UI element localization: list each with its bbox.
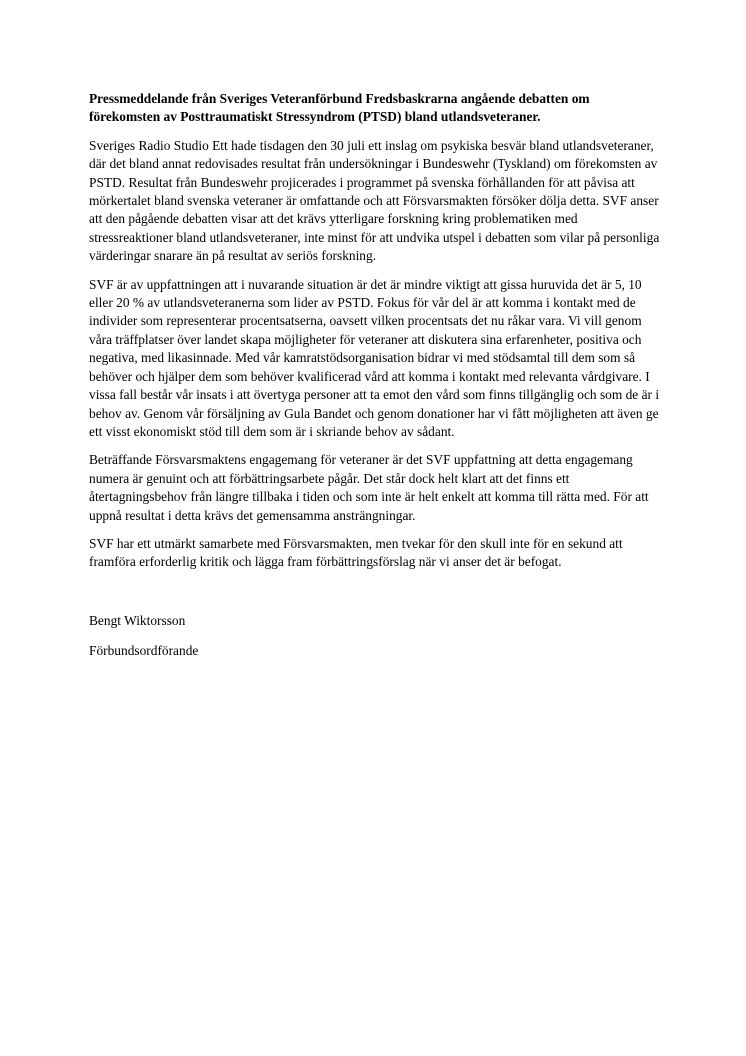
signature-role: Förbundsordförande (89, 643, 199, 659)
document-page (89, 90, 661, 661)
paragraph-2: SVF är av uppfattningen att i nuvarande situation är det är mindre viktigt att gissa huruvida det är 5, 10 eller 20 % av utlandsveteranerna som lider av PSTD. Fokus för vår del är att komma i kontakt med de individer som representerar procentsatserna, oavsett vilken procentsats det nu råkar vara. Vi vill genom våra träffplatser över landet skapa möjligheter för veteraner att diskutera sina erfarenheter, positiva och negativa, med likasinnade. Med vår kamratstödsorganisation bidrar vi med stödsamtal till dem som så behöver och hjälper dem som behöver kvalificerad vård att komma i kontakt med relevanta vårdgivare. I vissa fall består vår insats i att övertyga personer att ta emot den vård som finns tillgänglig och som de är i behov av. Genom vår försäljning av Gula Bandet och genom donationer har vi fått möjligheten att även ge ett visst ekonomiskt stöd till dem som är i skriande behov av sådant. (89, 276, 660, 439)
paragraph-4: SVF har ett utmärkt samarbete med Försvarsmakten, men tvekar för den skull inte för en sekund att framföra erforderlig kritik och lägga fram förbättringsförslag när vi anser det är befogat. (89, 535, 623, 570)
signature-name: Bengt Wiktorsson (89, 612, 186, 628)
signature-block (89, 612, 661, 661)
paragraph-3: Beträffande Försvarsmaktens engagemang för veteraner är det SVF uppfattning att detta engagemang numera är genuint och att förbättringsarbete pågår. Det står dock helt klart att det finns ett återtagningsbehov från längre tillbaka i tiden och som inte är helt enkelt att komma till rätta med. För att uppnå resultat i detta krävs det gemensamma ansträngningar. (89, 452, 649, 523)
document-title: Pressmeddelande från Sveriges Veteranförbund Fredsbaskrarna angående debatten om förekomsten av Posttraumatiskt Stressyndrom (PTSD) bland utlandsveteraner. (89, 91, 590, 125)
paragraph-1: Sveriges Radio Studio Ett hade tisdagen den 30 juli ett inslag om psykiska besvär bland utlandsveteraner, där det bland annat redovisades resultat från undersökningar i Bundeswehr (Tyskland) om förekomsten av PSTD. Resultat från Bundeswehr projicerades i programmet på svenska förhållanden för att påvisa att mörkertalet bland svenska veteraner är omfattande och att Försvarsmakten försöker dölja detta. SVF anser att den pågående debatten visar att det krävs ytterligare forskning kring problematiken med stressreaktioner bland utlandsveteraner, inte minst för att undvika utspel i debatten som vilar på personliga värderingar snarare än på resultat av seriös forskning. (89, 137, 660, 264)
